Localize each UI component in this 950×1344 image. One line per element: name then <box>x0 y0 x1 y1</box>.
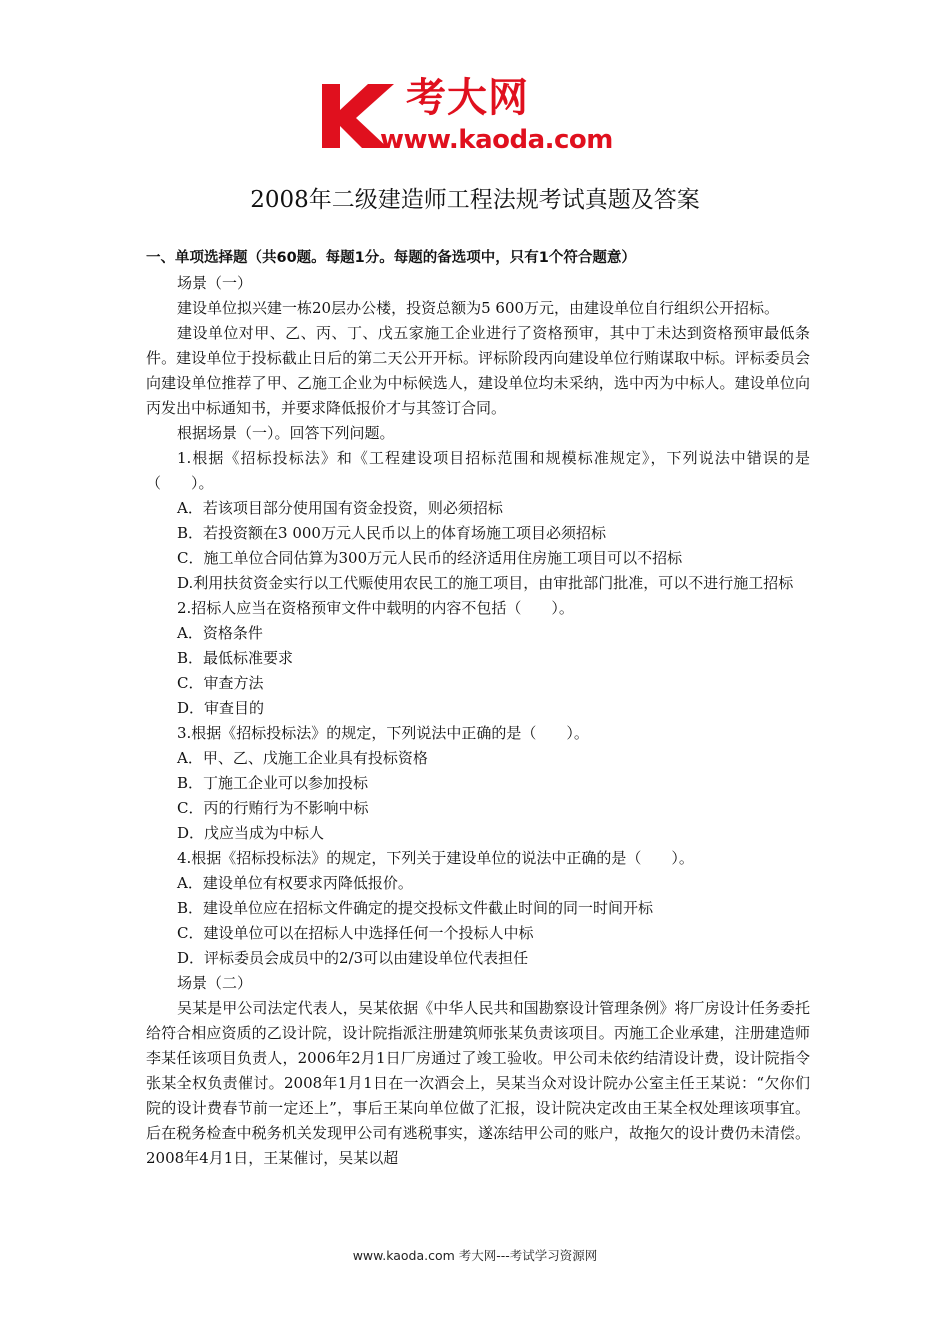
body-paragraph: 建设单位对甲、乙、丙、丁、戊五家施工企业进行了资格预审，其中丁未达到资格预审最低条件。建设单位于投标截止日后的第二天公开开标。评标阶段丙向建设单位行贿谋取中标。评标委员会向建设单位推荐了甲、乙施工企业为中标候选人，建设单位均未采纳，选中丙为中标人。建设单位向丙发出中标通知书，并要求降低报价才与其签订合同。 <box>146 324 810 417</box>
body-paragraph: D.利用扶贫资金实行以工代赈使用农民工的施工项目，由审批部门批准，可以不进行施工招标 <box>177 574 794 592</box>
document-body <box>146 246 810 1171</box>
body-paragraph: C．建设单位可以在招标人中选择任何一个投标人中标 <box>177 924 534 942</box>
body-paragraph: 建设单位拟兴建一栋20层办公楼，投资总额为5 600万元，由建设单位自行组织公开招标。 <box>177 299 780 317</box>
body-paragraph: B．最低标准要求 <box>177 649 294 667</box>
logo-chinese-text: 考大网 <box>406 75 529 121</box>
body-paragraph: B．建设单位应在招标文件确定的提交投标文件截止时间的同一时间开标 <box>177 899 654 917</box>
document-title: 2008年二级建造师工程法规考试真题及答案 <box>250 187 700 213</box>
logo-url-text: www.kaoda.com <box>380 125 613 155</box>
page-footer: www.kaoda.com 考大网---考试学习资源网 <box>352 1248 598 1263</box>
body-paragraph: C．审查方法 <box>177 674 264 692</box>
body-paragraph: 4.根据《招标投标法》的规定，下列关于建设单位的说法中正确的是（ ）。 <box>177 849 694 867</box>
body-paragraph: 场景（二） <box>177 974 253 992</box>
body-paragraph: B．丁施工企业可以参加投标 <box>177 774 369 792</box>
body-paragraph: D．评标委员会成员中的2/3可以由建设单位代表担任 <box>177 949 529 967</box>
body-paragraph: 1.根据《招标投标法》和《工程建设项目招标范围和规模标准规定》，下列说法中错误的是（ ）。 <box>146 449 810 492</box>
body-paragraph: C．丙的行贿行为不影响中标 <box>177 799 369 817</box>
body-paragraph: A．甲、乙、戊施工企业具有投标资格 <box>177 749 428 767</box>
body-paragraph: 2.招标人应当在资格预审文件中载明的内容不包括（ ）。 <box>177 599 574 617</box>
body-paragraph: 场景（一） <box>177 274 253 292</box>
body-paragraph: A．建设单位有权要求丙降低报价。 <box>177 874 413 892</box>
section-heading: 一、单项选择题（共60题。每题1分。每题的备选项中，只有1个符合题意） <box>146 250 636 266</box>
body-paragraph: A．资格条件 <box>177 624 263 642</box>
body-paragraph: 根据场景（一）。回答下列问题。 <box>177 424 395 442</box>
body-paragraph: D．戊应当成为中标人 <box>177 824 325 842</box>
body-paragraph: A．若该项目部分使用国有资金投资，则必须招标 <box>177 499 503 517</box>
body-paragraph: C．施工单位合同估算为300万元人民币的经济适用住房施工项目可以不招标 <box>177 549 683 567</box>
body-paragraph: 吴某是甲公司法定代表人，吴某依据《中华人民共和国勘察设计管理条例》将厂房设计任务委托给符合相应资质的乙设计院，设计院指派注册建筑师张某负责该项目。丙施工企业承建，注册建造师李某任该项目负责人，2006年2月1日厂房通过了竣工验收。甲公司未依约结清设计费，设计院指令张某全权负责催讨。2008年1月1日在一次酒会上，吴某当众对设计院办公室主任王某说：“欠你们院的设计费春节前一定还上”，事后王某向单位做了汇报，设计院决定改由王某全权处理该项事宜。后在税务检查中税务机关发现甲公司有逃税事实，遂冻结甲公司的账户，故拖欠的设计费仍未清偿。2008年4月1日，王某催讨，吴某以超 <box>146 999 810 1167</box>
body-paragraph: D．审查目的 <box>177 699 265 717</box>
body-paragraph: B．若投资额在3 000万元人民币以上的体育场施工项目必须招标 <box>177 524 606 542</box>
kaoda-logo <box>318 74 638 158</box>
body-paragraph: 3.根据《招标投标法》的规定，下列说法中正确的是（ ）。 <box>177 724 589 742</box>
